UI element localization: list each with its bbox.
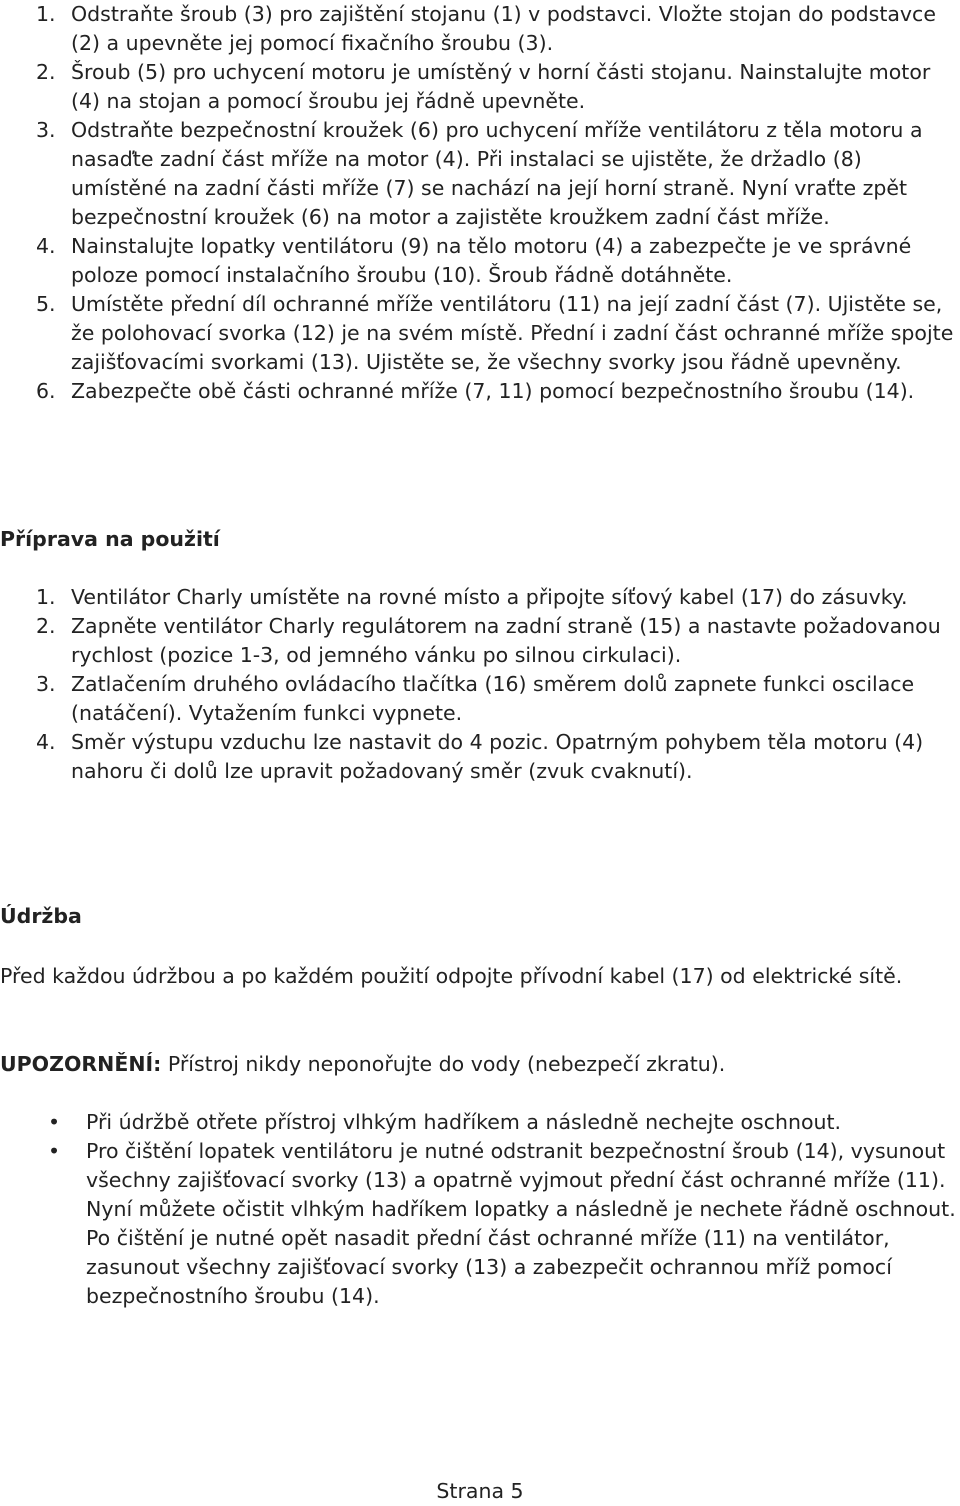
warning-text: Přístroj nikdy neponořujte do vody (nebezpečí zkratu). [161,1052,726,1076]
step-text: Umístěte přední díl ochranné mříže ventilátoru (11) na její zadní část (7). Ujistěte se, že polohovací svorka (12) je na svém místě. Přední i zadní část ochranné mříže spojte zajišťovacími svorkami (13). Ujistěte se, že všechny svorky jsou řádně upevněny. [71,292,954,374]
step-number: 3. [36,118,56,142]
step-text: Šroub (5) pro uchycení motoru je umístěný v horní části stojanu. Nainstalujte motor (4) na stojan a pomocí šroubu jej řádně upevněte. [71,60,931,113]
list-item [0,612,960,670]
warning-label: UPOZORNĚNÍ: [0,1052,162,1076]
step-number: 2. [36,60,56,84]
bullet-icon: • [48,1139,61,1163]
list-item [0,290,960,377]
step-number: 4. [36,730,56,754]
bullet-icon: • [48,1110,61,1134]
section-heading-preparation: Příprava na použití [0,527,220,551]
list-item [0,583,960,612]
step-number: 3. [36,672,56,696]
step-number: 1. [36,585,56,609]
list-item [0,232,960,290]
step-text: Ventilátor Charly umístěte na rovné místo a připojte síťový kabel (17) do zásuvky. [71,585,908,609]
list-item [0,58,960,116]
maintenance-intro: Před každou údržbou a po každém použití odpojte přívodní kabel (17) od elektrické sítě. [0,964,903,988]
list-item [0,728,960,786]
bullet-text: Pro čištění lopatek ventilátoru je nutné odstranit bezpečnostní šroub (14), vysunout všechny zajišťovací svorky (13) a opatrně vyjmout přední část ochranné mříže (11). Nyní můžete očistit vlhkým hadříkem lopatky a následně je nechete řádně oschnout. Po čištění je nutné opět nasadit přední část ochranné mříže (11) na ventilátor, zasunout všechny zajišťovací svorky (13) a zabezpečit ochrannou mříž pomocí bezpečnostního šroubu (14). [86,1139,956,1308]
step-number: 1. [36,2,56,26]
section-heading-maintenance: Údržba [0,904,82,928]
step-text: Odstraňte bezpečnostní kroužek (6) pro uchycení mříže ventilátoru z těla motoru a nasaďte zadní část mříže na motor (4). Při instalaci se ujistěte, že držadlo (8) umístěné na zadní části mříže (7) se nachází na její horní straně. Nyní vraťte zpět bezpečnostní kroužek (6) na motor a zajistěte kroužkem zadní část mříže. [71,118,923,229]
step-text: Směr výstupu vzduchu lze nastavit do 4 pozic. Opatrným pohybem těla motoru (4) nahoru či dolů lze upravit požadovaný směr (zvuk cvaknutí). [71,730,924,783]
step-number: 6. [36,379,56,403]
step-text: Zatlačením druhého ovládacího tlačítka (16) směrem dolů zapnete funkci oscilace (natáčení). Vytažením funkci vypnete. [71,672,915,725]
list-item [0,670,960,728]
preparation-steps-list [0,583,960,786]
list-item [0,377,960,406]
list-item [0,0,960,58]
step-text: Zapněte ventilátor Charly regulátorem na zadní straně (15) a nastavte požadovanou rychlost (pozice 1-3, od jemného vánku po silnou cirkulaci). [71,614,941,667]
step-number: 4. [36,234,56,258]
assembly-steps-list [0,0,960,406]
list-item [0,116,960,232]
page-number: Strana 5 [436,1479,524,1503]
list-item [0,1137,960,1311]
maintenance-bullets-list [0,1108,960,1311]
list-item [0,1108,960,1137]
step-text: Odstraňte šroub (3) pro zajištění stojanu (1) v podstavci. Vložte stojan do podstavce (2) a upevněte jej pomocí fixačního šroubu (3). [71,2,936,55]
warning-paragraph [0,1050,725,1079]
step-text: Zabezpečte obě části ochranné mříže (7, 11) pomocí bezpečnostního šroubu (14). [71,379,915,403]
step-text: Nainstalujte lopatky ventilátoru (9) na tělo motoru (4) a zabezpečte je ve správné poloze pomocí instalačního šroubu (10). Šroub řádně dotáhněte. [71,234,912,287]
bullet-text: Při údržbě otřete přístroj vlhkým hadříkem a následně nechejte oschnout. [86,1110,842,1134]
step-number: 5. [36,292,56,316]
step-number: 2. [36,614,56,638]
